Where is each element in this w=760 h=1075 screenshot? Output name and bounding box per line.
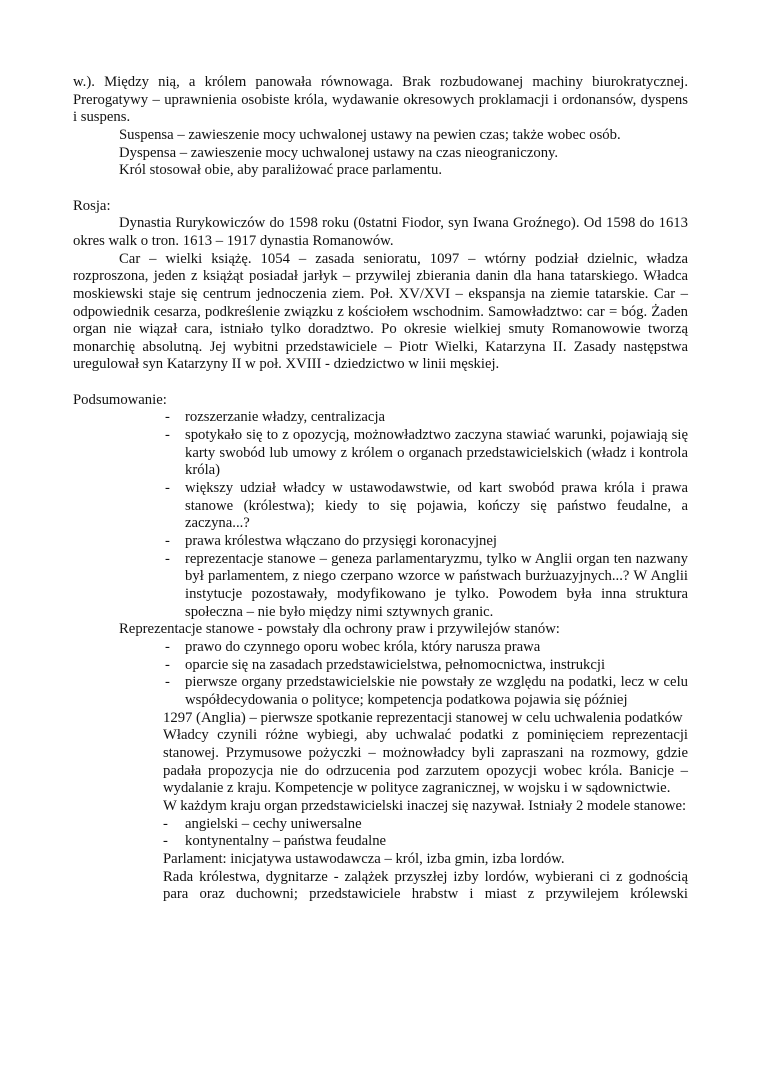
list-item-text: oparcie się na zasadach przedstawicielstwa, pełnomocnictwa, instrukcji xyxy=(185,656,606,673)
bullet-dash: - xyxy=(165,656,170,673)
list-item xyxy=(73,657,688,675)
paragraph-parlament: Parlament: inicjatywa ustawodawcza – król, izba gmin, izba lordów. xyxy=(163,850,565,867)
bullet-dash: - xyxy=(165,533,170,550)
models-list xyxy=(73,816,688,851)
paragraph-1297: 1297 (Anglia) – pierwsze spotkanie reprezentacji stanowej w celu uchwalenia podatków xyxy=(163,709,683,726)
list-item-text: większy udział władcy w ustawodawstwie, od kart swobód prawa króla i prawa stanowe (królestwa); kiedy to się pojawia, kończy się państwo feudalne, a zaczyna...? xyxy=(185,480,688,532)
bullet-dash: - xyxy=(163,815,168,832)
list-item-text: spotykało się to z opozycją, możnowładztwo zaczyna stawiać warunki, pojawiają się karty swobód lub umowy z królem o organach przedstawicielskich (władz i kontrola króla) xyxy=(185,427,688,479)
list-item xyxy=(73,639,688,657)
heading-reprezentacje: Reprezentacje stanowe - powstały dla ochrony praw i przywilejów stanów: xyxy=(119,621,560,638)
paragraph-dyspensa: Dyspensa – zawieszenie mocy uchwalonej ustawy na czas nieograniczony. xyxy=(119,144,559,161)
list-item xyxy=(73,427,688,480)
bullet-dash: - xyxy=(165,427,170,444)
list-item xyxy=(73,533,688,551)
list-item-text: prawa królestwa włączano do przysięgi koronacyjnej xyxy=(185,533,497,550)
list-item-text: reprezentacje stanowe – geneza parlamentaryzmu, tylko w Anglii organ ten nazwany był parlamentem, z niego czerpano wzorce w państwach burżuazyjnych...? W Anglii instytucje pozostawały, modyfikowano je tylko. Powodem była inna struktura społeczna – nie było między nimi sztywnych granic. xyxy=(185,550,688,620)
list-item xyxy=(73,674,688,709)
list-item-text: prawo do czynnego oporu wobec króla, który narusza prawa xyxy=(185,638,541,655)
paragraph-krol: Król stosował obie, aby paraliżować prace parlamentu. xyxy=(119,162,442,179)
list-item-text: pierwsze organy przedstawicielskie nie powstały ze względu na podatki, lecz w celu współdecydowania o polityce; kompetencja podatkowa pojawia się później xyxy=(185,674,688,708)
summary-list xyxy=(73,409,688,621)
paragraph-rada: Rada królestwa, dygnitarze - zalążek przyszłej izby lordów, wybierani ci z godnością para oraz duchowni; przedstawiciele hrabstw i miast z przywilejem królewski xyxy=(163,868,688,903)
bullet-dash: - xyxy=(165,550,170,567)
list-item xyxy=(73,816,688,834)
list-item-text: rozszerzanie władzy, centralizacja xyxy=(185,409,386,426)
bullet-dash: - xyxy=(163,833,168,850)
list-item xyxy=(73,480,688,533)
paragraph-dynastia: Dynastia Rurykowiczów do 1598 roku (0statni Fiodor, syn Iwana Groźnego). Od 1598 do 1613 okres walk o tron. 1613 – 1917 dynastia Romanowów. xyxy=(73,215,688,249)
paragraph-prerogatives: w.). Między nią, a królem panowała równowaga. Brak rozbudowanej machiny biurokratycznej. Prerogatywy – uprawnienia osobiste króla, wydawanie okresowych proklamacji i ordonansów, dyspens i suspens. xyxy=(73,74,688,126)
blank-line xyxy=(73,180,688,198)
paragraph-suspensa: Suspensa – zawieszenie mocy uchwalonej ustawy na pewien czas; także wobec osób. xyxy=(119,126,621,143)
document-page xyxy=(73,74,688,904)
bullet-dash: - xyxy=(165,674,170,691)
list-item xyxy=(73,833,688,851)
list-item-text: kontynentalny – państwa feudalne xyxy=(185,833,387,850)
paragraph-wladcy: Władcy czynili różne wybiegi, aby uchwalać podatki z pominięciem reprezentacji stanowej. Przymusowe pożyczki – możnowładcy byli zapraszani na rozmowy, gdzie padała propozycja nie do odrzucenia pod zarzutem opozycji wobec króla. Banicje – wydalanie z kraju. Kompetencje w polityce zagranicznej, w wojsku i w sądownictwie. xyxy=(163,727,688,797)
bullet-dash: - xyxy=(165,638,170,655)
bullet-dash: - xyxy=(165,409,170,426)
paragraph-car: Car – wielki książę. 1054 – zasada senioratu, 1097 – wtórny podział dzielnic, władza rozproszona, jeden z książąt posiadał jarłyk – przywilej zbierania danin dla hana tatarskiego. Władca moskiewski staje się centrum jednoczenia ziem. Poł. XV/XVI – ekspansja na ziemie tatarskie. Car – odpowiednik cesarza, podkreślenie związku z kościołem wschodnim. Samowładztwo: car = bóg. Żaden organ nie wiązał cara, istniało tylko doradztwo. Po okresie wielkiej smuty Romanowowie tworzą monarchię absolutną. Jej wybitni przedstawiciele – Piotr Wielki, Katarzyna II. Zasady następstwa uregulował syn Katarzyny II w poł. XVIII - dziedzictwo w linii męskiej. xyxy=(73,250,688,373)
bullet-dash: - xyxy=(165,480,170,497)
list-item xyxy=(73,409,688,427)
list-item xyxy=(73,551,688,622)
list-item-text: angielski – cechy uniwersalne xyxy=(185,815,362,832)
reprezentacje-list xyxy=(73,639,688,710)
heading-podsumowanie: Podsumowanie: xyxy=(73,391,167,408)
blank-line xyxy=(73,374,688,392)
heading-rosja: Rosja: xyxy=(73,197,111,214)
paragraph-kazdy-kraj: W każdym kraju organ przedstawicielski inaczej się nazywał. Istniały 2 modele stanowe: xyxy=(163,797,687,814)
